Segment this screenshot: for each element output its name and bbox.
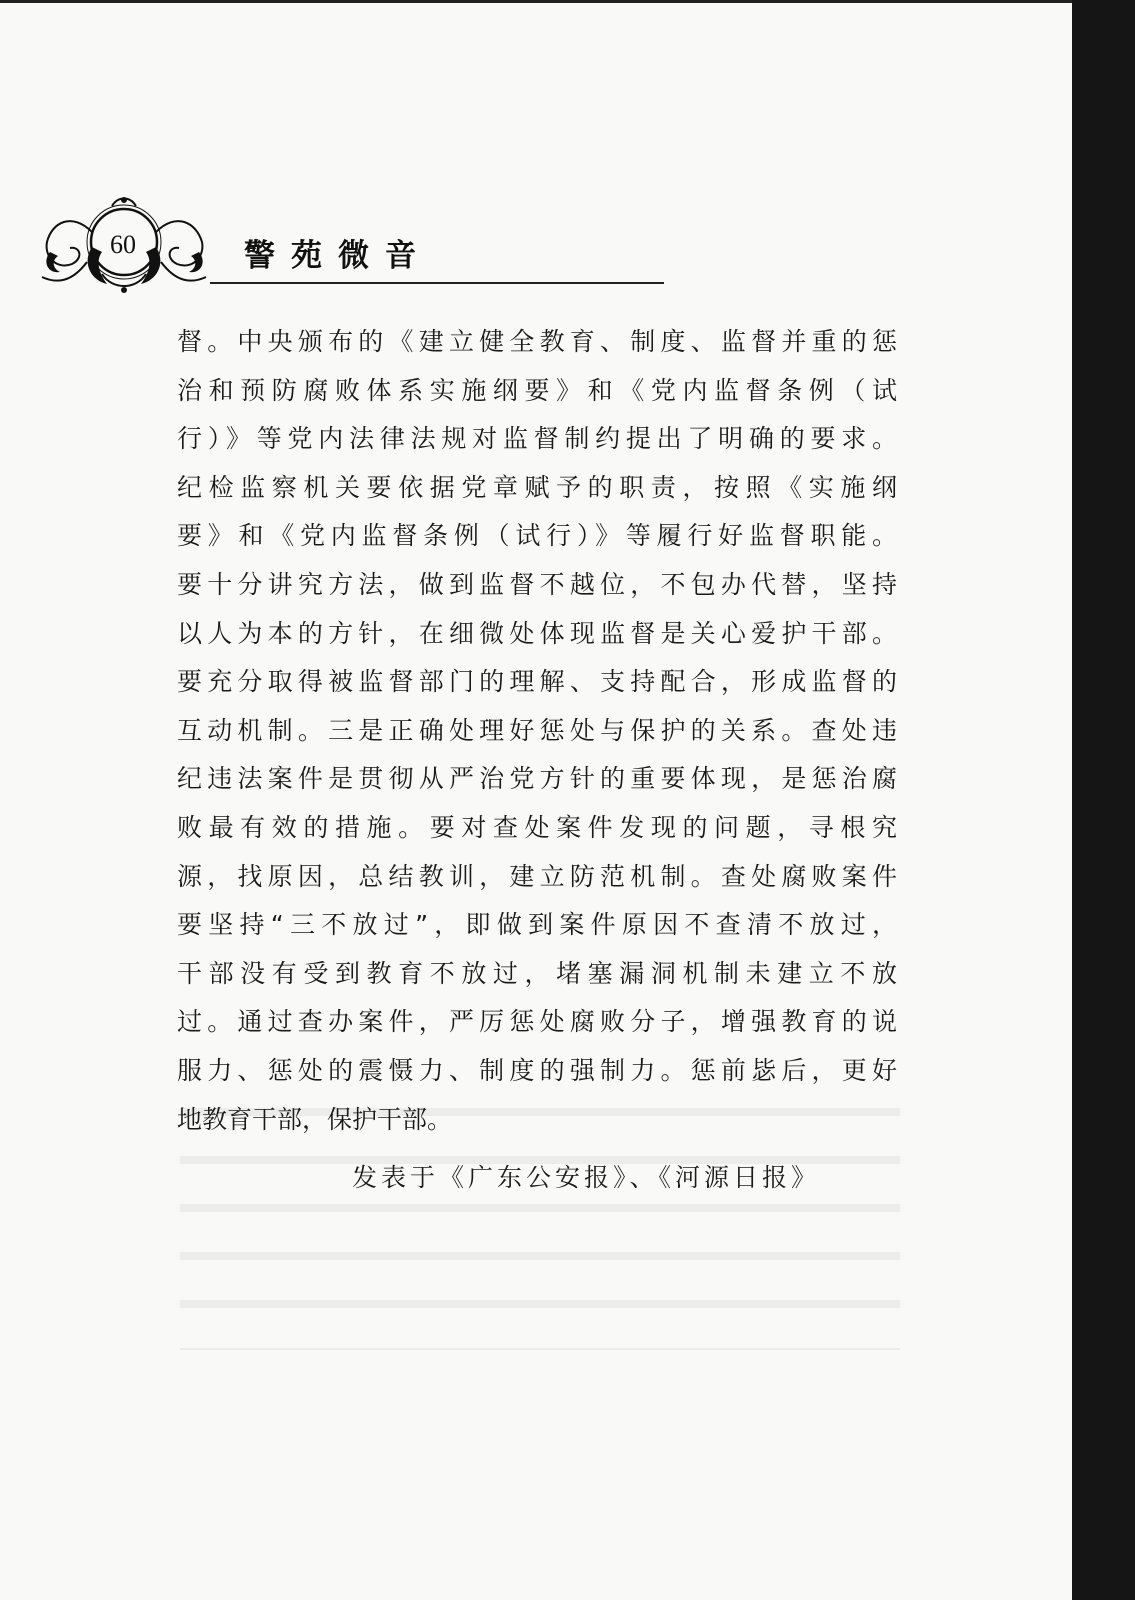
- body-paragraph: [177, 318, 897, 1144]
- text-line: 源，找原因，总结教训，建立防范机制。查处腐败案件: [177, 861, 897, 891]
- page-number: 60: [110, 230, 136, 259]
- text-line: 纪检监察机关要依据党章赋予的职责，按照《实施纲: [177, 472, 897, 502]
- publication-source: 发表于《广东公安报》、《河源日报》: [352, 1163, 821, 1192]
- page-top-edge: [0, 0, 1072, 3]
- text-line: 过。通过查办案件，严厉惩处腐败分子，增强教育的说: [177, 1007, 897, 1037]
- text-line: 督。中央颁布的《建立健全教育、制度、监督并重的惩: [177, 327, 897, 356]
- text-line: 地教育干部，保护干部。: [177, 1104, 453, 1134]
- text-line: 要十分讲究方法，做到监督不越位，不包办代替，坚持: [177, 569, 897, 599]
- text-line: 干部没有受到教育不放过，堵塞漏洞机制未建立不放: [177, 958, 897, 988]
- scan-dark-margin: [1072, 0, 1135, 1600]
- text-line: 纪违法案件是贯彻从严治党方针的重要体现，是惩治腐: [177, 764, 897, 794]
- text-line: 治和预防腐败体系实施纲要》和《党内监督条例（试: [177, 375, 897, 405]
- text-line: 服力、惩处的震慑力、制度的强制力。惩前毖后，更好: [177, 1055, 897, 1085]
- text-line: 要坚持“三不放过”，即做到案件原因不查清不放过，: [177, 910, 897, 940]
- text-line: 要》和《党内监督条例（试行）》等履行好监督职能。: [177, 521, 897, 551]
- text-line: 互动机制。三是正确处理好惩处与保护的关系。查处违: [177, 715, 897, 745]
- header-rule: [210, 282, 664, 284]
- text-line: 要充分取得被监督部门的理解、支持配合，形成监督的: [177, 667, 897, 697]
- running-title: 警苑微音: [244, 238, 432, 274]
- text-line: 以人为本的方针，在细微处体现监督是关心爱护干部。: [177, 618, 897, 648]
- text-line: 败最有效的措施。要对查处案件发现的问题，寻根究: [177, 812, 897, 842]
- text-line: 行）》等党内法律法规对监督制约提出了明确的要求。: [177, 424, 897, 454]
